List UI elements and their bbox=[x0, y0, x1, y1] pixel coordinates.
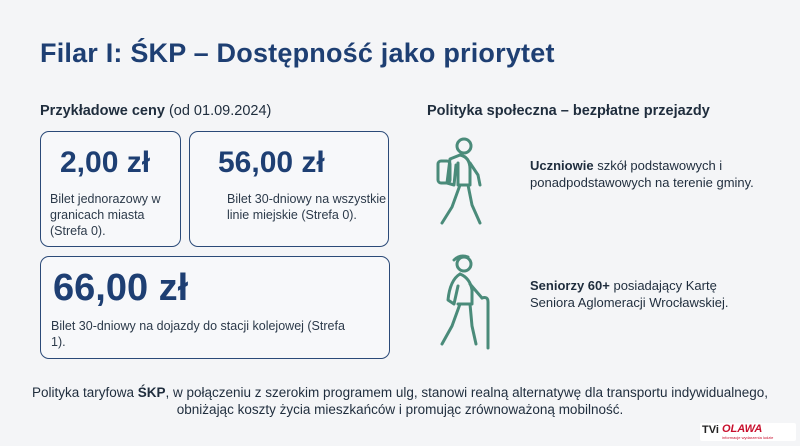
page-title: Filar I: ŚKP – Dostępność jako priorytet bbox=[40, 38, 555, 68]
price-card-30day-city bbox=[189, 131, 389, 247]
footer-text-bold: ŚKP bbox=[137, 385, 166, 400]
student-with-backpack-icon bbox=[430, 135, 490, 231]
policy-item-text: posiadający Kartę Seniora Aglomeracji Wrocławskiej. bbox=[530, 278, 729, 310]
logo-tvi: TVi bbox=[702, 424, 719, 436]
price-value: 66,00 zł bbox=[53, 267, 189, 309]
policy-item-bold: Uczniowie bbox=[530, 158, 594, 173]
price-value: 56,00 zł bbox=[218, 146, 325, 179]
footer-text-post: , w połączeniu z szerokim programem ulg, stanowi realną alternatywę dla transportu indywidualnego, obniżając koszty życia mieszkańców i promując zrównoważoną mobilność. bbox=[165, 385, 769, 417]
footer-text-pre: Polityka taryfowa bbox=[31, 385, 138, 400]
policy-heading: Polityka społeczna – bezpłatne przejazdy bbox=[427, 103, 710, 119]
senior-with-cane-icon bbox=[430, 252, 496, 352]
price-description: Bilet 30-dniowy na dojazdy do stacji kolejowej (Strefa 1). bbox=[51, 319, 345, 349]
price-card-single bbox=[40, 131, 181, 247]
price-description: Bilet 30-dniowy na wszystkie linie miejskie (Strefa 0). bbox=[227, 192, 387, 222]
price-value: 2,00 zł bbox=[60, 146, 151, 179]
policy-item-bold: Seniorzy 60+ bbox=[530, 278, 610, 293]
policy-item-students bbox=[530, 157, 760, 191]
price-card-30day-rail bbox=[40, 256, 390, 359]
prices-heading-date: (od 01.09.2024) bbox=[164, 103, 272, 119]
footer-summary bbox=[30, 384, 770, 418]
tvi-olawa-logo bbox=[700, 423, 796, 441]
prices-heading bbox=[40, 103, 271, 119]
prices-heading-bold: Przykładowe ceny bbox=[40, 103, 165, 119]
logo-tagline: informacje wydarzenia ludzie bbox=[722, 435, 774, 440]
policy-item-seniors bbox=[530, 277, 760, 311]
policy-item-text: szkół podstawowych i ponadpodstawowych na terenie gminy. bbox=[530, 158, 754, 190]
logo-name: OLAWA bbox=[722, 423, 763, 435]
price-description: Bilet jednorazowy w granicach miasta (Strefa 0). bbox=[50, 192, 161, 238]
